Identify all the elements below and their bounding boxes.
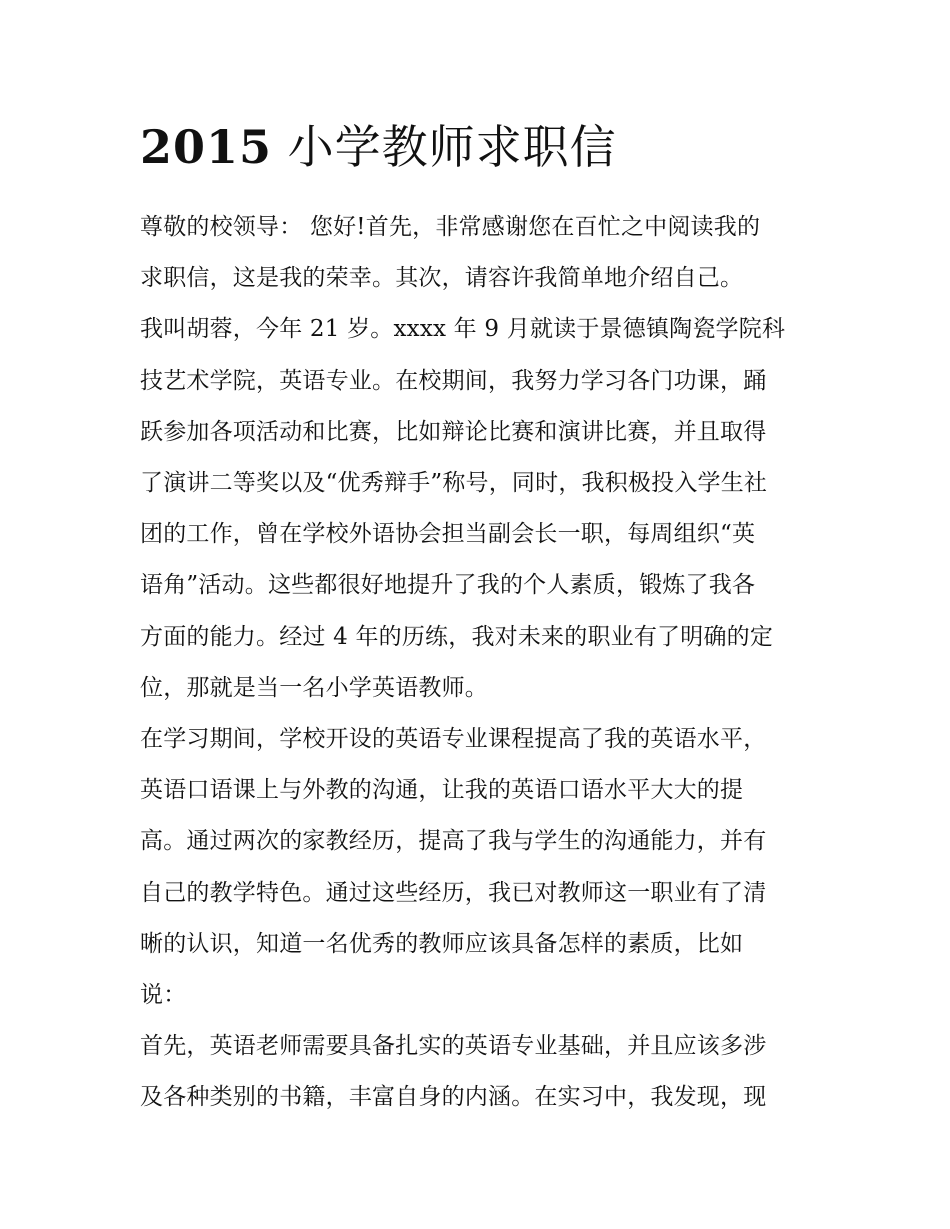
text-line: 跃参加各项活动和比赛，比如辩论比赛和演讲比赛，并且取得 xyxy=(140,418,767,445)
text-line: 首先，英语老师需要具备扎实的英语专业基础，并且应该多涉 xyxy=(140,1033,767,1060)
text-line: 在学习期间，学校开设的英语专业课程提高了我的英语水平， xyxy=(140,726,767,753)
text-line: 语角”活动。这些都很好地提升了我的个人素质，锻炼了我各 xyxy=(140,572,756,599)
text-line: 技艺术学院，英语专业。在校期间，我努力学习各门功课，踊 xyxy=(140,367,767,394)
text-line: 英语口语课上与外教的沟通，让我的英语口语水平大大的提 xyxy=(140,777,744,804)
text-line: 求职信，这是我的荣幸。其次，请容许我简单地介绍自己。 xyxy=(140,265,744,292)
text-line: 自己的教学特色。通过这些经历，我已对教师这一职业有了清 xyxy=(140,879,767,906)
text-line: 尊敬的校领导： 您好!首先，非常感谢您在百忙之中阅读我的 xyxy=(140,214,761,240)
text-line: 晰的认识，知道一名优秀的教师应该具备怎样的素质，比如 xyxy=(140,930,744,957)
text-line: 高。通过两次的家教经历，提高了我与学生的沟通能力，并有 xyxy=(140,828,767,855)
text-line: 我叫胡蓉，今年 21 岁。xxxx 年 9 月就读于景德镇陶瓷学院科 xyxy=(140,316,786,343)
text-line: 说： xyxy=(140,982,187,1009)
title-text: 小学教师求职信 xyxy=(287,120,617,174)
text-line: 位，那就是当一名小学英语教师。 xyxy=(140,674,488,701)
text-line: 了演讲二等奖以及“优秀辩手”称号，同时，我积极投入学生社 xyxy=(140,470,768,497)
text-line: 团的工作，曾在学校外语协会担当副会长一职，每周组织“英 xyxy=(140,521,756,548)
text-line: 及各种类别的书籍，丰富自身的内涵。在实习中，我发现，现 xyxy=(140,1084,767,1111)
document-title xyxy=(140,110,820,184)
title-year: 2015 xyxy=(140,120,273,174)
document-page xyxy=(140,110,820,1124)
letter-body xyxy=(140,202,820,1124)
text-line: 方面的能力。经过 4 年的历练，我对未来的职业有了明确的定 xyxy=(140,623,774,650)
